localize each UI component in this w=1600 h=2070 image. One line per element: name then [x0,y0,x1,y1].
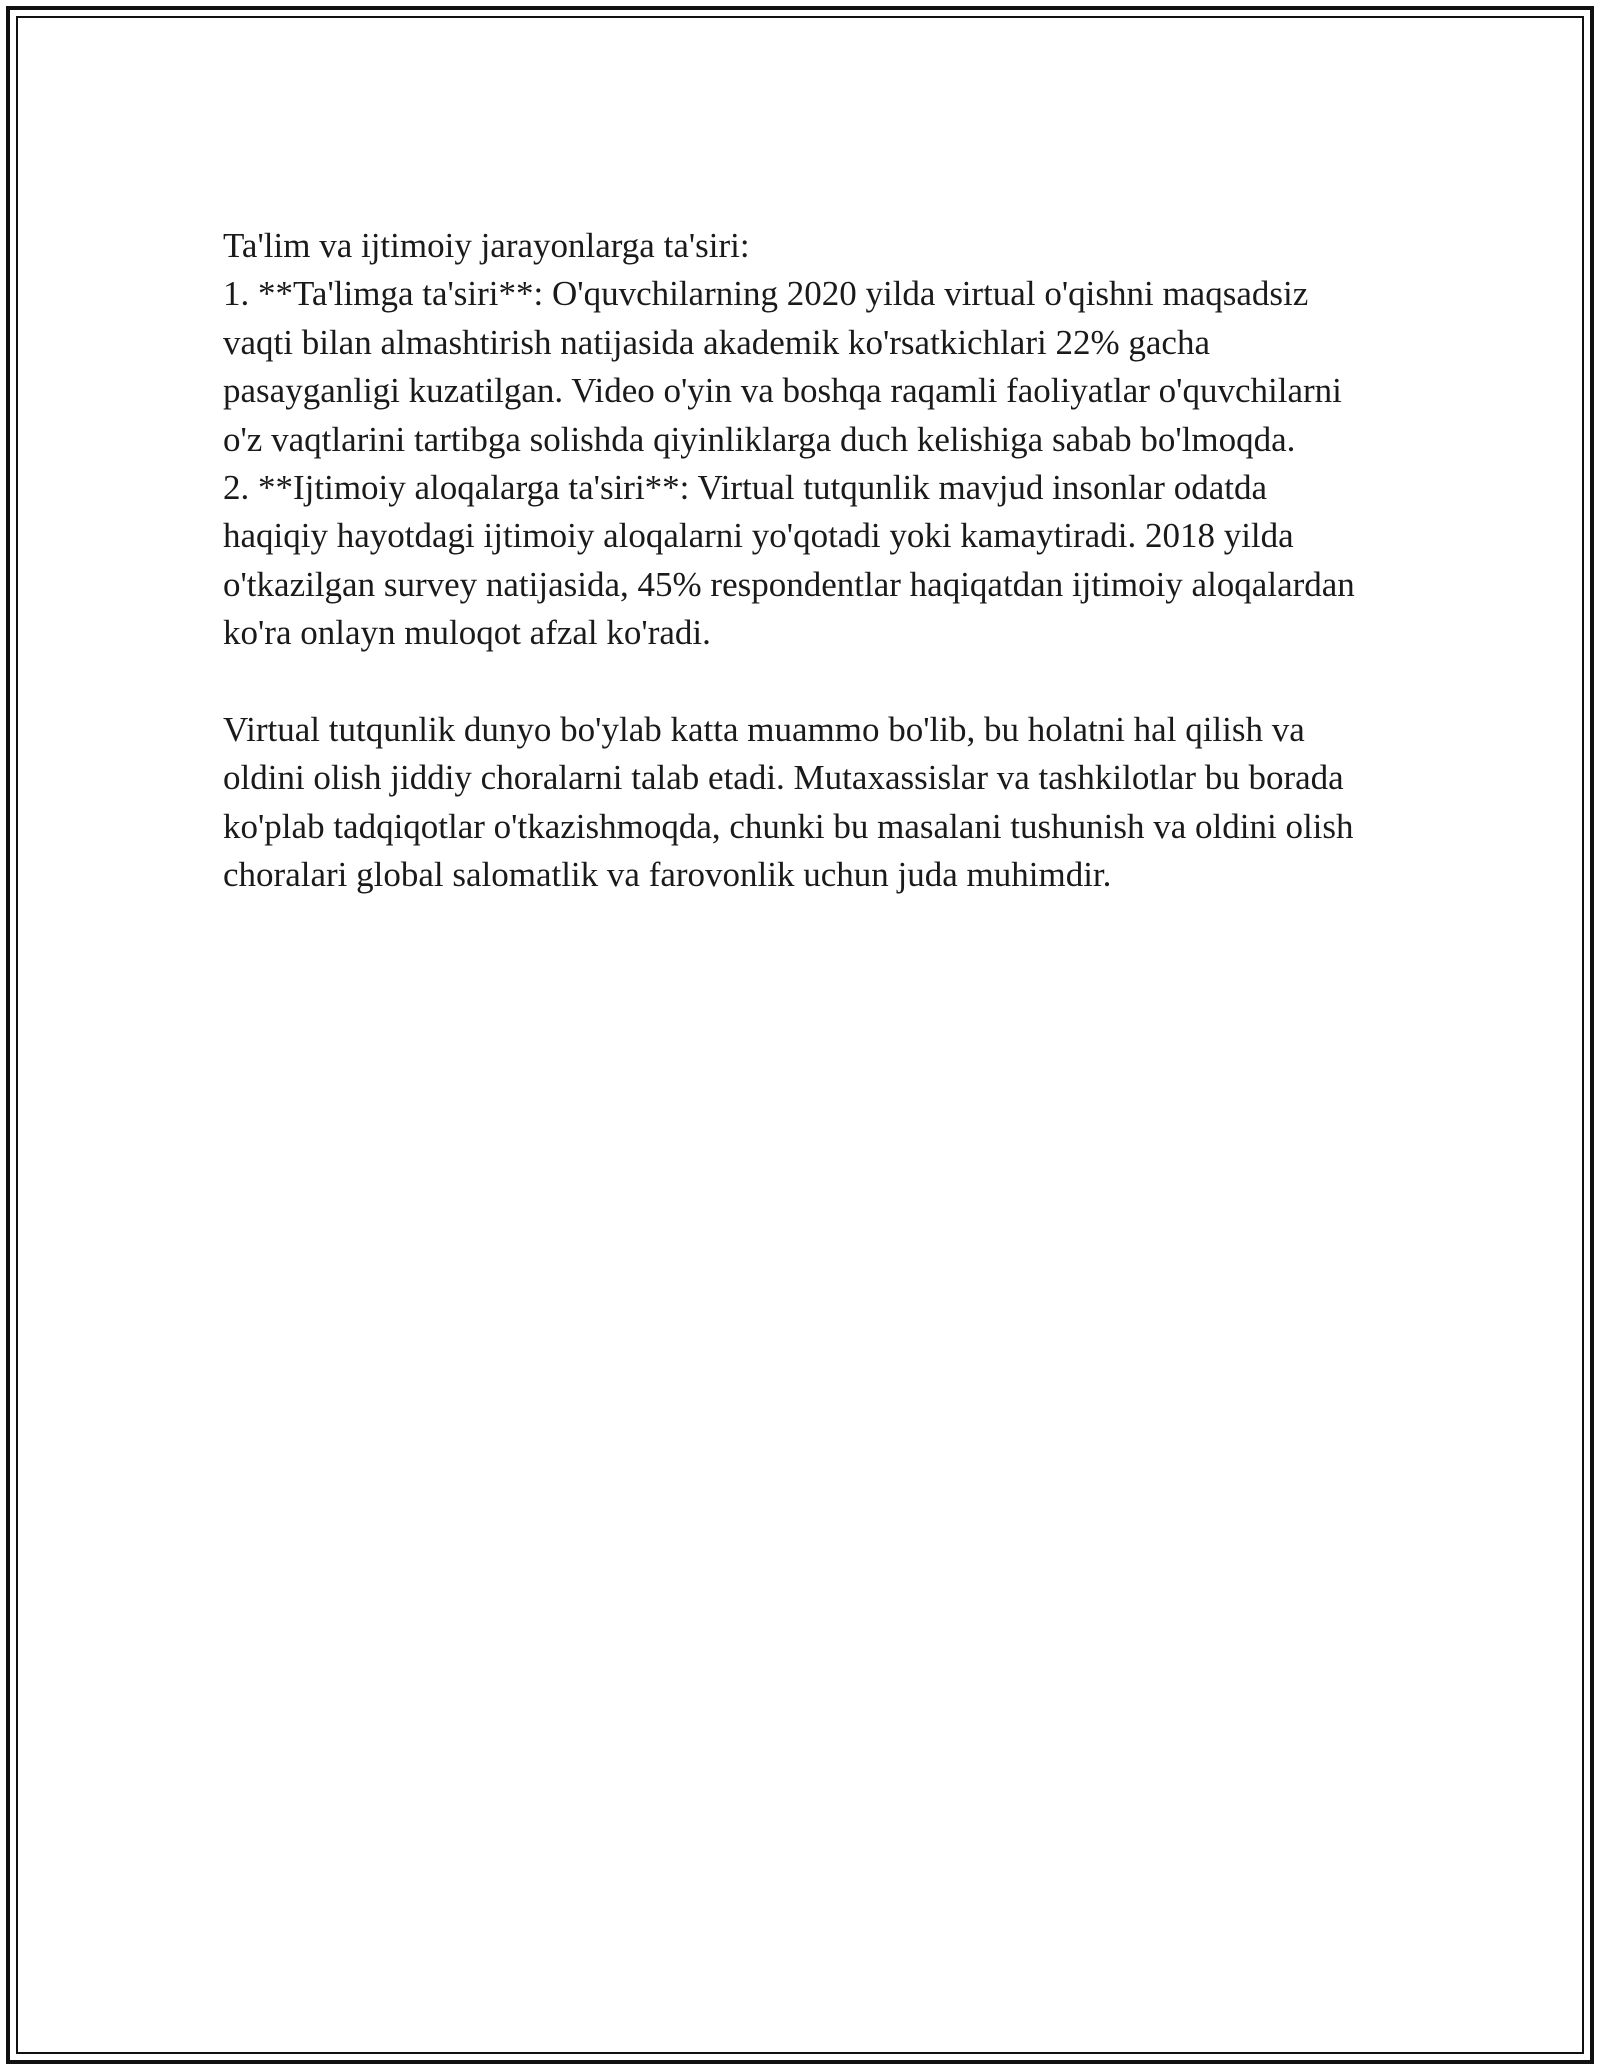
document-body [223,222,1373,900]
list-item-education-impact: 1. **Ta'limga ta'siri**: O'quvchilarning 2020 yilda virtual o'qishni maqsadsiz vaqti bilan almashtirish natijasida akademik ko'rsatkichlari 22% gacha pasayganligi kuzatilgan. Video o'yin va boshqa raqamli faoliyatlar o'quvchilarni o'z vaqtlarini tartibga solishda qiyinliklarga duch kelishiga sabab bo'lmoqda. [223,274,1342,459]
paragraph-spacer [223,658,1373,706]
section-heading: Ta'lim va ijtimoiy jarayonlarga ta'siri: [223,226,750,265]
conclusion-paragraph: Virtual tutqunlik dunyo bo'ylab katta muammo bo'lib, bu holatni hal qilish va oldini olish jiddiy choralarni talab etadi. Mutaxassislar va tashkilotlar bu borada ko'plab tadqiqotlar o'tkazishmoqda, chunki bu masalani tushunish va oldini olish choralari global salomatlik va farovonlik uchun juda muhimdir. [223,710,1354,895]
list-item-social-impact: 2. **Ijtimoiy aloqalarga ta'siri**: Virtual tutqunlik mavjud insonlar odatda haqiqiy hayotdagi ijtimoiy aloqalarni yo'qotadi yoki kamaytiradi. 2018 yilda o'tkazilgan survey natijasida, 45% respondentlar haqiqatdan ijtimoiy aloqalardan ko'ra onlayn muloqot afzal ko'radi. [223,468,1355,653]
